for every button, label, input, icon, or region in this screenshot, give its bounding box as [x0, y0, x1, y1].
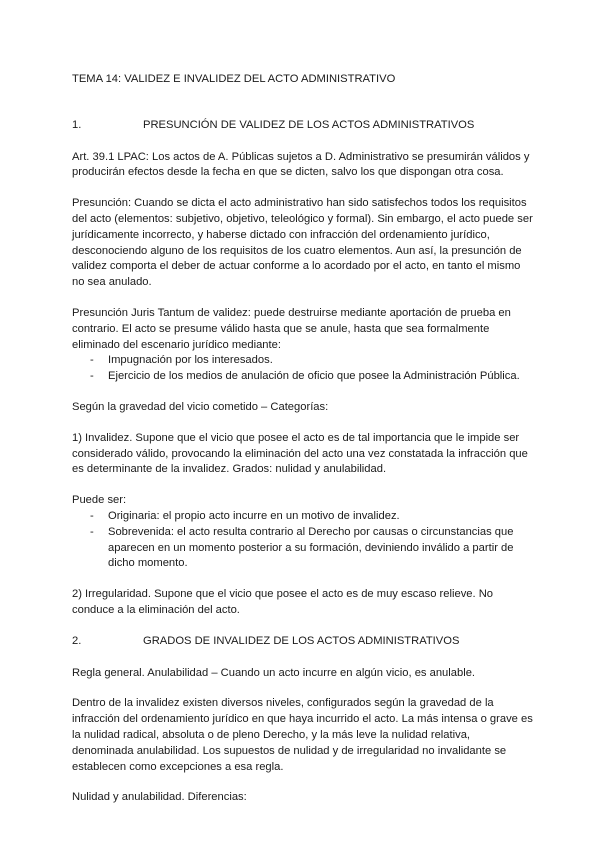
section-title: PRESUNCIÓN DE VALIDEZ DE LOS ACTOS ADMINISTRATIVOS	[143, 118, 475, 131]
section-heading-2	[72, 634, 534, 650]
document-title: TEMA 14: VALIDEZ E INVALIDEZ DEL ACTO ADMINISTRATIVO	[72, 73, 396, 85]
list-item: - Impugnación por los interesados.	[72, 353, 534, 369]
section-number: 1.	[72, 118, 82, 131]
paragraph-puede-ser: Puede ser:	[72, 494, 127, 507]
list-tipos-invalidez	[72, 509, 534, 572]
list-item: - Sobrevenida: el acto resulta contrario al Derecho por causas o circunstancias que aparecen en un momento posterior a su formación, deviniendo inválido a partir de dicho momento.	[72, 525, 534, 572]
paragraph-art-39: Art. 39.1 LPAC: Los actos de A. Públicas sujetos a D. Administrativo se presumirán válidos y producirán efectos desde la fecha en que se dicten, salvo los que dispongan otra cosa.	[72, 150, 530, 179]
paragraph-segun-gravedad: Según la gravedad del vicio cometido – Categorías:	[72, 400, 329, 413]
paragraph-irregularidad: 2) Irregularidad. Supone que el vicio que posee el acto es de muy escaso relieve. No conduce a la eliminación del acto.	[72, 588, 494, 616]
paragraph-invalidez: 1) Invalidez. Supone que el vicio que posee el acto es de tal importancia que le impide ser considerado válido, provocando la eliminación del acto una vez constatada la infracción que es determinante de la invalidez. Grados: nulidad y anulabilidad.	[72, 431, 528, 476]
list-item: - Ejercicio de los medios de anulación de oficio que posee la Administración Pública.	[72, 369, 534, 385]
section-number: 2.	[72, 634, 82, 647]
paragraph-regla-general: Regla general. Anulabilidad – Cuando un acto incurre en algún vicio, es anulable.	[72, 666, 476, 679]
section-title: GRADOS DE INVALIDEZ DE LOS ACTOS ADMINISTRATIVOS	[143, 634, 460, 647]
paragraph-niveles-invalidez: Dentro de la invalidez existen diversos niveles, configurados según la gravedad de la infracción del ordenamiento jurídico en que haya incurrido el acto. La más intensa o grave es la nulidad radical, absoluta o de pleno Derecho, y la más leve la nulidad relativa, denominada anulabilidad. Los supuestos de nulidad y de irregularidad no invalidante se establecen como excepciones a esa regla.	[72, 697, 533, 773]
paragraph-juris-tantum: Presunción Juris Tantum de validez: puede destruirse mediante aportación de prueba en contrario. El acto se presume válido hasta que se anule, hasta que sea formalmente eliminado del escenario jurídico mediante:	[72, 306, 511, 351]
list-item: - Originaria: el propio acto incurre en un motivo de invalidez.	[72, 509, 534, 525]
section-heading-1	[72, 118, 534, 134]
paragraph-presuncion: Presunción: Cuando se dicta el acto administrativo han sido satisfechos todos los requisitos del acto (elementos: subjetivo, objetivo, teleológico y formal). Sin embargo, el acto puede ser jurídicamente incorrecto, y haberse dictado con infracción del ordenamiento jurídico, desconociendo alguno de los requisitos de los cuatro elementos. Aun así, la presunción de validez comporta el deber de actuar conforme a lo acordado por el acto, en tanto el mismo no sea anulado.	[72, 197, 533, 289]
list-medios-anulacion	[72, 353, 534, 385]
paragraph-nulidad-anulabilidad: Nulidad y anulabilidad. Diferencias:	[72, 791, 247, 804]
